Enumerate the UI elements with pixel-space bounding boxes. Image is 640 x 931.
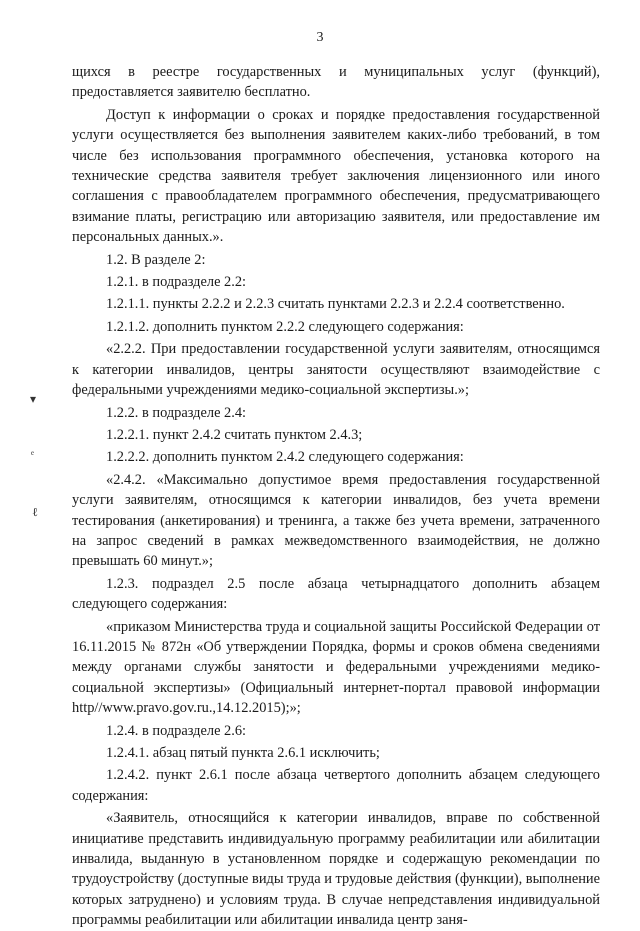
paragraph: «2.4.2. «Максимально допустимое время предоставления государственной услуги заявителям, относящимся к категории инвалидов, без учета времени тестирования (анкетирования) и тренинга, а также без учета времени, затраченного на запрос сведений в рамках межведомственного взаимодействия, не должно превышать 60 минут.»; [72,471,600,570]
document-body [72,62,600,931]
paragraph: 1.2.4.2. пункт 2.6.1 после абзаца четвертого дополнить абзацем следующего содержания: [72,767,600,804]
paragraph: 1.2.1.2. дополнить пунктом 2.2.2 следующего содержания: [106,318,464,335]
page-number: 3 [316,30,324,45]
paragraph: Доступ к информации о сроках и порядке предоставления государственной услуги осуществляется без выполнения заявителем каких-либо требований, в том числе без использования программного обеспечения, установка которого на технические средства заявителя требует заключения лицензионного или иного соглашения с правообладателем программного обеспечения, предусматривающего взимание платы, регистрацию или авторизацию заявителя, или предоставление им персональных данных.». [72,106,600,246]
paragraph: «приказом Министерства труда и социальной защиты Российской Федерации от 16.11.2015 № 872н «Об утверждении Порядка, формы и сроков обмена сведениями между органами службы занятости и федеральными учреждениями медико-социальной экспертизы» (Официальный интернет-портал правовой информации http//www.pravo.gov.ru.,14.12.2015);»; [72,618,600,717]
paragraph: 1.2.2.2. дополнить пунктом 2.4.2 следующего содержания: [106,449,464,466]
paragraph: 1.2.4.1. абзац пятый пункта 2.6.1 исключить; [106,745,380,761]
paragraph: 1.2.4. в подразделе 2.6: [106,722,247,739]
paragraph: 1.2.3. подраздел 2.5 после абзаца четырнадцатого дополнить абзацем следующего содержания: [72,575,600,613]
paragraph: 1.2.2. в подразделе 2.4: [106,404,247,421]
scan-mark: ℓ [32,505,38,519]
paragraph: 1.2. В разделе 2: [106,251,206,268]
paragraph: «2.2.2. При предоставлении государственной услуги заявителям, относящимся к категории инвалидов, центры занятости осуществляют взаимодействие с федеральными учреждениями медико-социальной экспертизы.»; [72,341,600,399]
scan-mark: ▾ [30,392,37,406]
paragraph: «Заявитель, относящийся к категории инвалидов, вправе по собственной инициативе представить индивидуальную программу реабилитации или абилитации инвалида, выданную в установленном порядке и содержащую рекомендации по трудоустройству (доступные виды труда и трудовые действия (функции), выполнение которых затруднено) и условиям труда. В случае непредставления индивидуальной программы реабилитации или абилитации инвалида центр заня- [72,810,600,929]
scan-mark: ₑ [31,443,35,457]
paragraph: 1.2.2.1. пункт 2.4.2 считать пунктом 2.4.3; [106,426,363,443]
paragraph: 1.2.1. в подразделе 2.2: [106,274,247,291]
paragraph: щихся в реестре государственных и муниципальных услуг (функций), предоставляется заявителю бесплатно. [72,64,600,101]
paragraph: 1.2.1.1. пункты 2.2.2 и 2.2.3 считать пунктами 2.2.3 и 2.2.4 соответственно. [106,296,565,313]
